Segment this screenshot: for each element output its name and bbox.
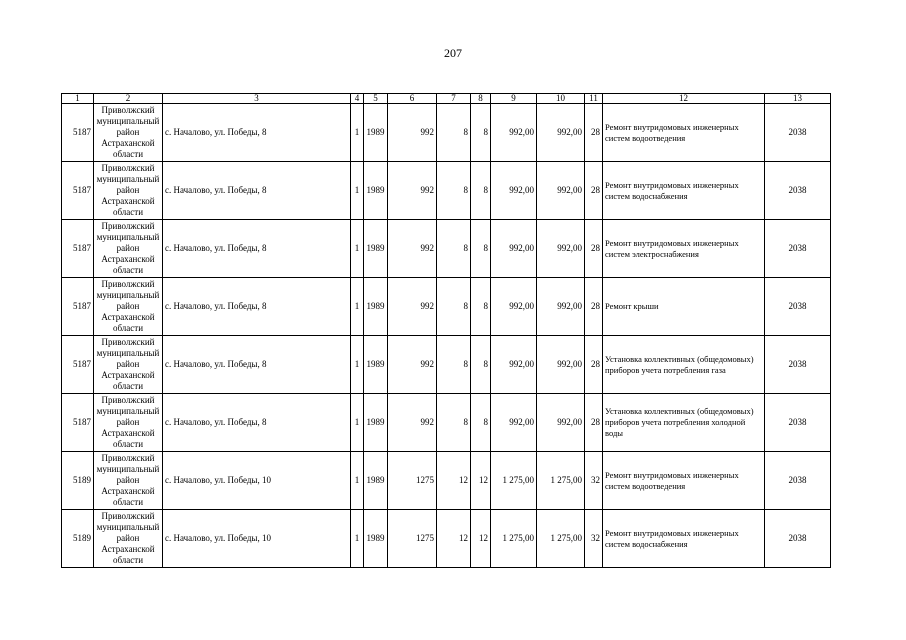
district-cell: Приволжский муниципальный район Астраханской области (94, 394, 163, 452)
year-cell: 1989 (364, 220, 388, 278)
column-header: 8 (471, 94, 491, 104)
address-cell: с. Началово, ул. Победы, 10 (163, 510, 351, 568)
table-row (62, 510, 831, 568)
table-row (62, 162, 831, 220)
work-type-cell: Ремонт внутридомовых инженерных систем водоотведения (603, 104, 765, 162)
column-header: 2 (94, 94, 163, 104)
living-area-cell: 1 275,00 (537, 452, 585, 510)
building-count-cell: 1 (351, 278, 364, 336)
address-cell: с. Началово, ул. Победы, 8 (163, 220, 351, 278)
area-value-cell: 992,00 (491, 336, 537, 394)
building-count-cell: 1 (351, 510, 364, 568)
planned-year-cell: 2038 (765, 162, 831, 220)
year-cell: 1989 (364, 278, 388, 336)
total-area-cell: 1275 (388, 510, 437, 568)
building-count-cell: 1 (351, 452, 364, 510)
address-cell: с. Началово, ул. Победы, 8 (163, 394, 351, 452)
living-area-cell: 992,00 (537, 394, 585, 452)
planned-year-cell: 2038 (765, 510, 831, 568)
planned-year-cell: 2038 (765, 394, 831, 452)
work-type-cell: Ремонт крыши (603, 278, 765, 336)
table-row (62, 104, 831, 162)
district-cell: Приволжский муниципальный район Астраханской области (94, 220, 163, 278)
object-id-cell: 5187 (62, 104, 94, 162)
year-cell: 1989 (364, 104, 388, 162)
living-area-cell: 992,00 (537, 336, 585, 394)
residents-count-cell: 28 (585, 104, 603, 162)
area-value-cell: 1 275,00 (491, 510, 537, 568)
column-7-cell: 8 (437, 104, 471, 162)
column-header: 7 (437, 94, 471, 104)
total-area-cell: 992 (388, 394, 437, 452)
living-area-cell: 992,00 (537, 220, 585, 278)
page-number: 207 (444, 46, 462, 60)
column-8-cell: 12 (471, 510, 491, 568)
column-header: 6 (388, 94, 437, 104)
area-value-cell: 992,00 (491, 394, 537, 452)
year-cell: 1989 (364, 162, 388, 220)
residents-count-cell: 32 (585, 452, 603, 510)
address-cell: с. Началово, ул. Победы, 8 (163, 336, 351, 394)
living-area-cell: 992,00 (537, 162, 585, 220)
planned-year-cell: 2038 (765, 220, 831, 278)
area-value-cell: 992,00 (491, 278, 537, 336)
area-value-cell: 992,00 (491, 104, 537, 162)
total-area-cell: 992 (388, 162, 437, 220)
building-count-cell: 1 (351, 220, 364, 278)
column-7-cell: 8 (437, 394, 471, 452)
work-type-cell: Ремонт внутридомовых инженерных систем водоотведения (603, 452, 765, 510)
object-id-cell: 5187 (62, 394, 94, 452)
address-cell: с. Началово, ул. Победы, 8 (163, 104, 351, 162)
district-cell: Приволжский муниципальный район Астраханской области (94, 336, 163, 394)
object-id-cell: 5187 (62, 278, 94, 336)
planned-year-cell: 2038 (765, 278, 831, 336)
district-cell: Приволжский муниципальный район Астраханской области (94, 452, 163, 510)
district-cell: Приволжский муниципальный район Астраханской области (94, 510, 163, 568)
residents-count-cell: 28 (585, 220, 603, 278)
residents-count-cell: 28 (585, 336, 603, 394)
total-area-cell: 992 (388, 278, 437, 336)
table-row (62, 394, 831, 452)
table-row (62, 278, 831, 336)
total-area-cell: 992 (388, 336, 437, 394)
column-7-cell: 8 (437, 220, 471, 278)
residents-count-cell: 28 (585, 278, 603, 336)
column-8-cell: 8 (471, 278, 491, 336)
district-cell: Приволжский муниципальный район Астраханской области (94, 162, 163, 220)
living-area-cell: 992,00 (537, 278, 585, 336)
residents-count-cell: 32 (585, 510, 603, 568)
building-count-cell: 1 (351, 162, 364, 220)
total-area-cell: 992 (388, 220, 437, 278)
column-header: 12 (603, 94, 765, 104)
column-header: 1 (62, 94, 94, 104)
object-id-cell: 5189 (62, 452, 94, 510)
building-count-cell: 1 (351, 336, 364, 394)
column-header: 13 (765, 94, 831, 104)
table-row (62, 336, 831, 394)
planned-year-cell: 2038 (765, 336, 831, 394)
living-area-cell: 1 275,00 (537, 510, 585, 568)
column-header: 11 (585, 94, 603, 104)
district-cell: Приволжский муниципальный район Астраханской области (94, 278, 163, 336)
residents-count-cell: 28 (585, 394, 603, 452)
work-type-cell: Ремонт внутридомовых инженерных систем водоснабжения (603, 162, 765, 220)
column-7-cell: 8 (437, 278, 471, 336)
living-area-cell: 992,00 (537, 104, 585, 162)
column-number-row (62, 94, 831, 104)
year-cell: 1989 (364, 336, 388, 394)
year-cell: 1989 (364, 394, 388, 452)
residents-count-cell: 28 (585, 162, 603, 220)
column-7-cell: 8 (437, 336, 471, 394)
work-type-cell: Ремонт внутридомовых инженерных систем водоснабжения (603, 510, 765, 568)
object-id-cell: 5189 (62, 510, 94, 568)
work-type-cell: Ремонт внутридомовых инженерных систем электроснабжения (603, 220, 765, 278)
object-id-cell: 5187 (62, 162, 94, 220)
address-cell: с. Началово, ул. Победы, 8 (163, 278, 351, 336)
area-value-cell: 992,00 (491, 220, 537, 278)
work-type-cell: Установка коллективных (общедомовых) приборов учета потребления газа (603, 336, 765, 394)
column-8-cell: 8 (471, 394, 491, 452)
column-7-cell: 12 (437, 452, 471, 510)
total-area-cell: 1275 (388, 452, 437, 510)
column-7-cell: 8 (437, 162, 471, 220)
column-header: 4 (351, 94, 364, 104)
building-count-cell: 1 (351, 394, 364, 452)
year-cell: 1989 (364, 510, 388, 568)
column-8-cell: 8 (471, 336, 491, 394)
column-8-cell: 8 (471, 162, 491, 220)
planned-year-cell: 2038 (765, 104, 831, 162)
column-8-cell: 8 (471, 104, 491, 162)
column-8-cell: 12 (471, 452, 491, 510)
address-cell: с. Началово, ул. Победы, 8 (163, 162, 351, 220)
object-id-cell: 5187 (62, 220, 94, 278)
column-header: 3 (163, 94, 351, 104)
year-cell: 1989 (364, 452, 388, 510)
building-count-cell: 1 (351, 104, 364, 162)
column-header: 5 (364, 94, 388, 104)
column-8-cell: 8 (471, 220, 491, 278)
address-cell: с. Началово, ул. Победы, 10 (163, 452, 351, 510)
repair-schedule-table (61, 93, 831, 568)
object-id-cell: 5187 (62, 336, 94, 394)
table-row (62, 452, 831, 510)
area-value-cell: 992,00 (491, 162, 537, 220)
district-cell: Приволжский муниципальный район Астраханской области (94, 104, 163, 162)
area-value-cell: 1 275,00 (491, 452, 537, 510)
planned-year-cell: 2038 (765, 452, 831, 510)
table-row (62, 220, 831, 278)
column-7-cell: 12 (437, 510, 471, 568)
column-header: 9 (491, 94, 537, 104)
column-header: 10 (537, 94, 585, 104)
work-type-cell: Установка коллективных (общедомовых) приборов учета потребления холодной воды (603, 394, 765, 452)
total-area-cell: 992 (388, 104, 437, 162)
